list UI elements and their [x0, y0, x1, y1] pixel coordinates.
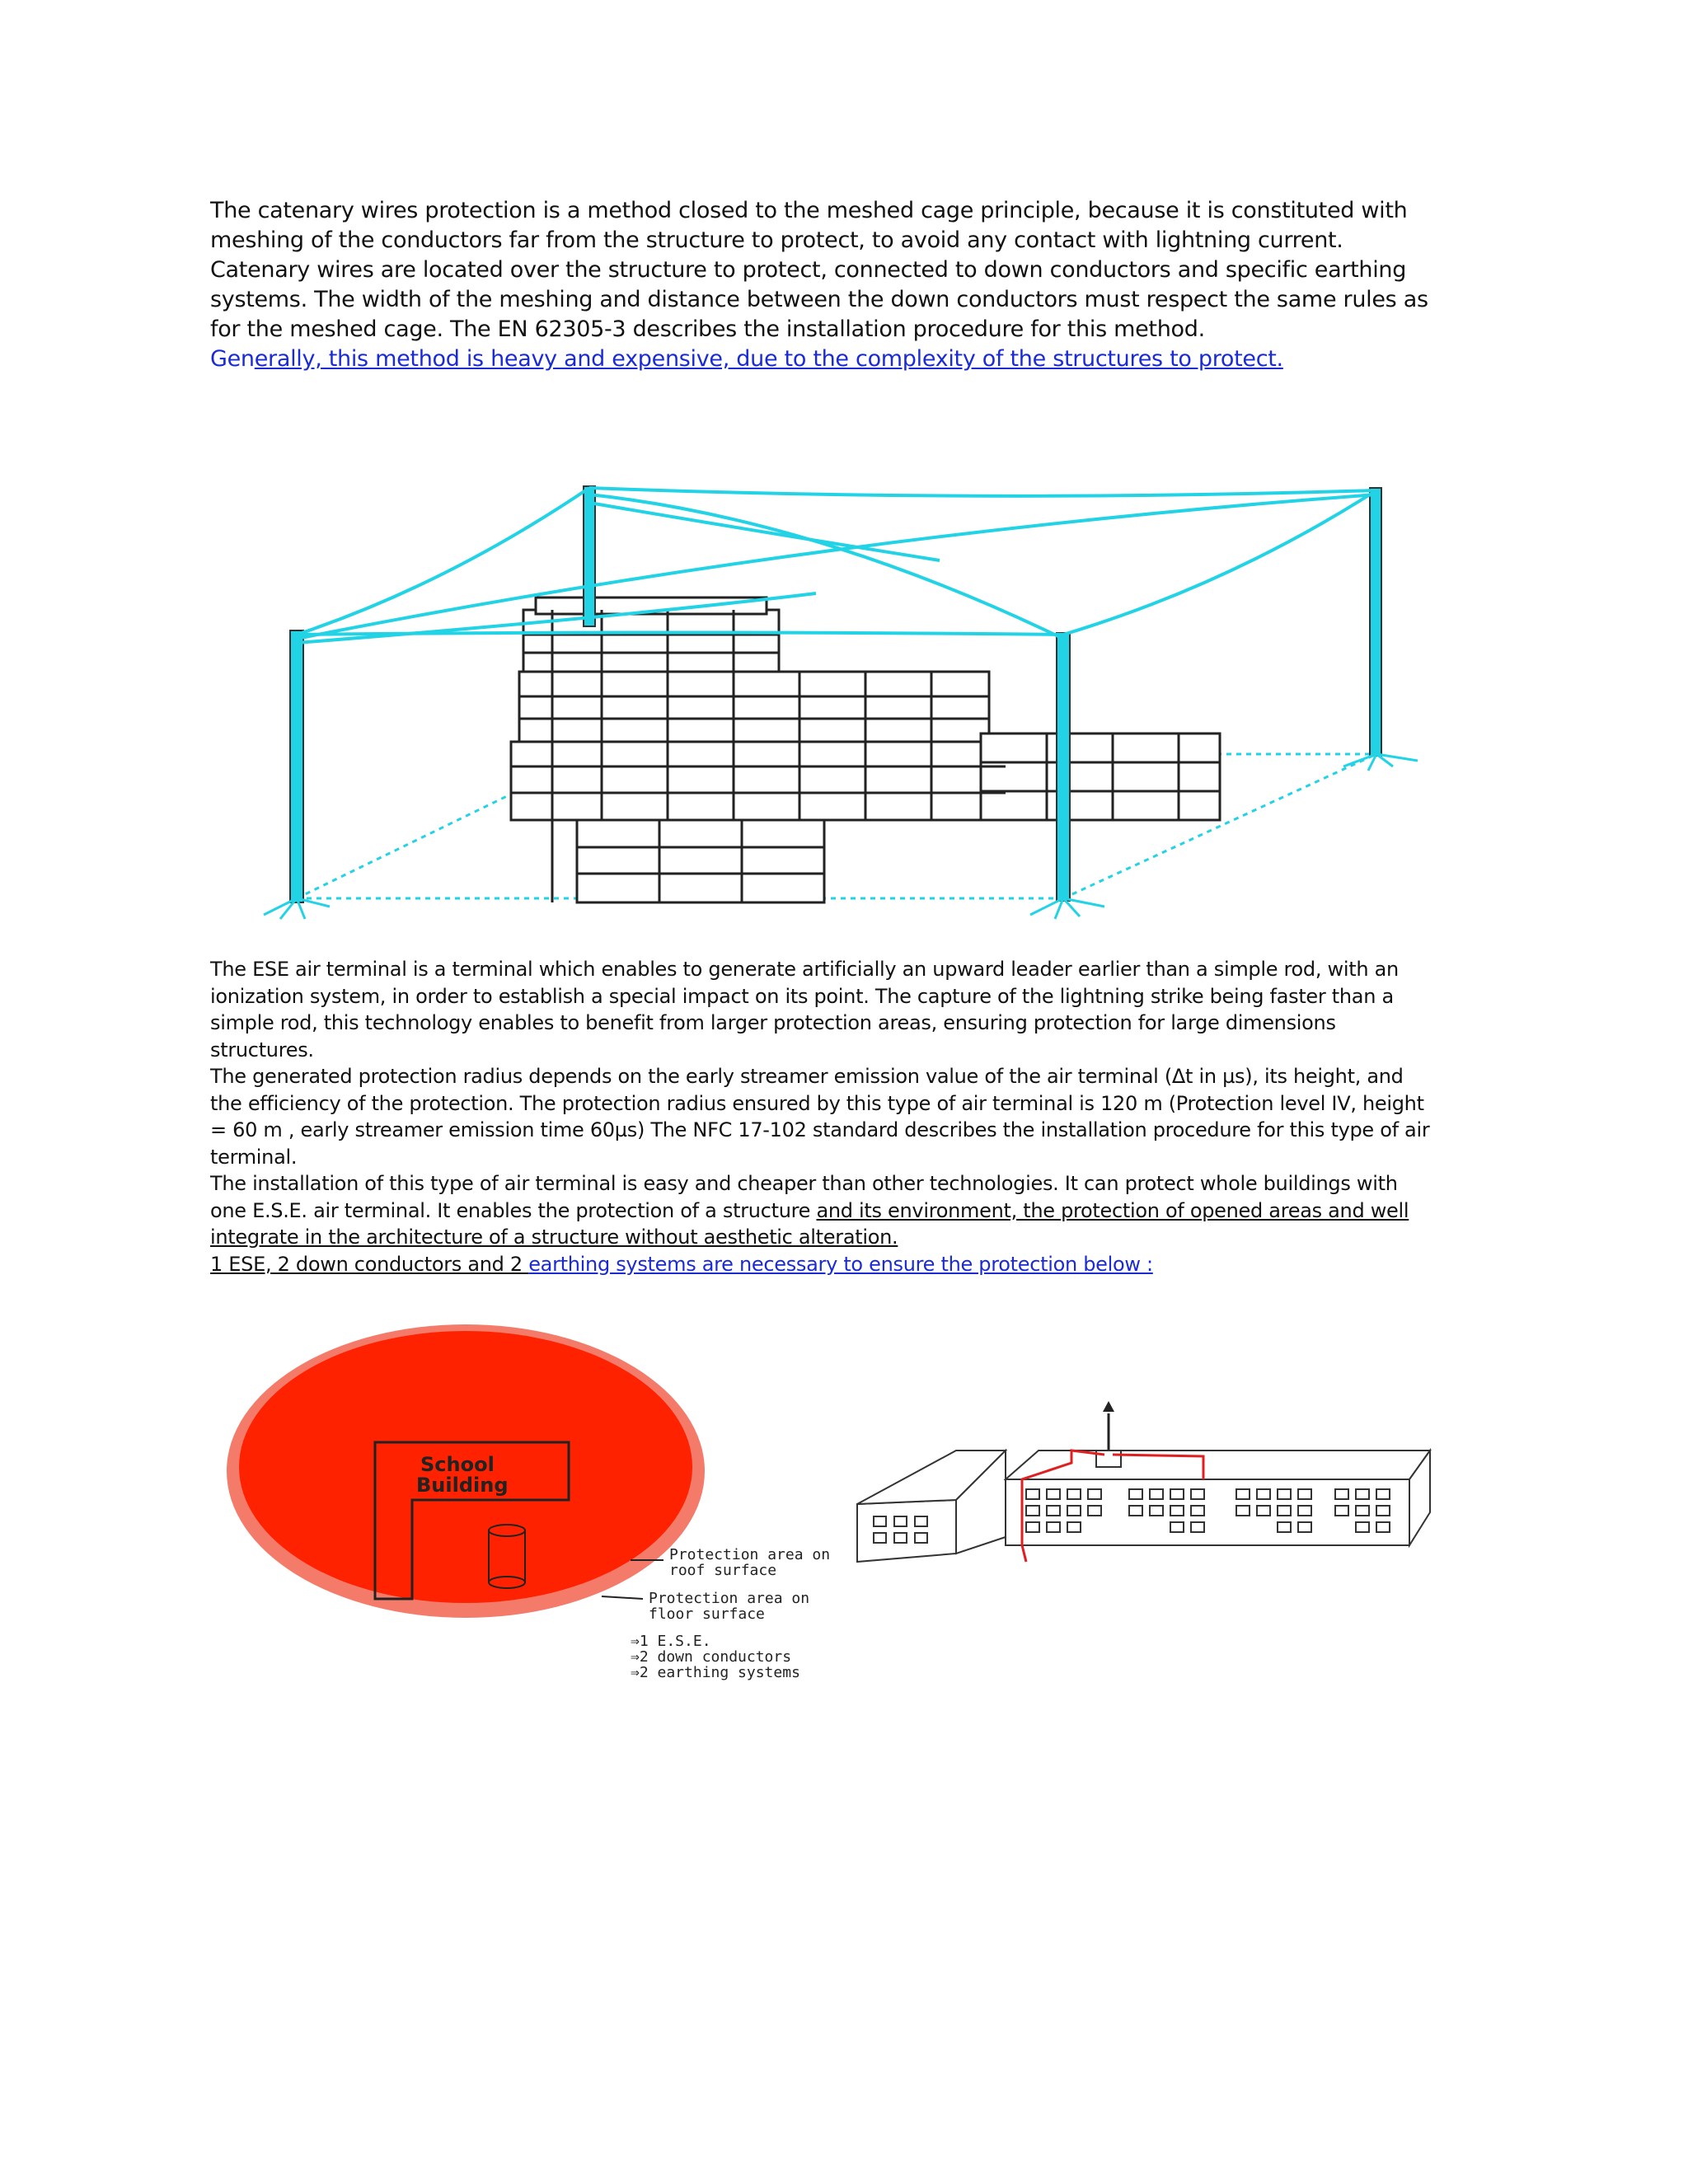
- legend-roof-line1: Protection area on: [669, 1546, 831, 1563]
- ese-paragraph-3-underlined: and its environment, the protection of opened areas and well integrate in the architecture of a structure without aesthetic alteration.: [210, 1198, 1409, 1249]
- ese-protection-diagram: [214, 1315, 1434, 1690]
- ese-air-terminal: [1096, 1401, 1121, 1467]
- ese-paragraph-3: [210, 1170, 1430, 1251]
- building-label-line2: Building: [416, 1474, 509, 1497]
- ese-link[interactable]: earthing systems are necessary to ensure the protection below :: [528, 1252, 1153, 1276]
- catenary-wires: [297, 488, 1376, 643]
- catenary-wires-diagram: [239, 470, 1426, 940]
- building-label-line1: School: [420, 1453, 495, 1476]
- legend-floor-line1: Protection area on: [649, 1590, 810, 1607]
- catenary-paragraph-2: Catenary wires are located over the structure to protect, connected to down conductors and specific earthing systems. The width of the meshing and distance between the down conductors must respect the same rules as for the meshed cage. The EN 62305-3 describes the installation procedure for this method.: [210, 257, 1428, 342]
- summary-line1: ⇒1 E.S.E.: [631, 1633, 711, 1650]
- ese-section: [210, 956, 1430, 1277]
- summary-line3: ⇒2 earthing systems: [631, 1664, 800, 1681]
- ese-paragraph-3-text: The installation of this type of air terminal is easy and cheaper than other technologies. It can protect whole buildings with one E.S.E. air terminal. It enables the protection of a structure: [210, 1172, 1398, 1222]
- ese-paragraph-2: The generated protection radius depends on the early streamer emission value of the air terminal (Δt in µs), its height, and the efficiency of the protection. The protection radius ensured by this type of air terminal is 120 m (Protection level IV, height = 60 m , early streamer emission time 60µs) The NFC 17-102 standard describes the installation procedure for this type of air terminal.: [210, 1065, 1430, 1169]
- catenary-paragraph-3: [210, 344, 1430, 374]
- legend-roof-line2: roof surface: [669, 1562, 777, 1579]
- catenary-section: [210, 196, 1430, 374]
- summary-line2: ⇒2 down conductors: [631, 1648, 792, 1666]
- ese-paragraph-4-text: 1 ESE, 2 down conductors and 2: [210, 1252, 529, 1276]
- ese-paragraph-1: The ESE air terminal is a terminal which enables to generate artificially an upward leader earlier than a simple rod, with an ionization system, in order to establish a special impact on its point. The capture of the lightning strike being faster than a simple rod, this technology enables to benefit from larger protection areas, ensuring protection for large dimensions structures.: [210, 958, 1399, 1062]
- catenary-link-prefix[interactable]: Gen: [210, 346, 255, 372]
- ese-paragraph-4: [210, 1251, 1430, 1278]
- floor-pointer: [602, 1596, 643, 1599]
- legend-floor-line2: floor surface: [649, 1605, 765, 1623]
- structure-blocks: [511, 598, 1220, 902]
- catenary-link[interactable]: erally, this method is heavy and expensive, due to the complexity of the structures to protect.: [254, 346, 1283, 372]
- catenary-paragraph-1: The catenary wires protection is a method closed to the meshed cage principle, because it is constituted with meshing of the conductors far from the structure to protect, to avoid any contact with lightning current.: [210, 198, 1408, 253]
